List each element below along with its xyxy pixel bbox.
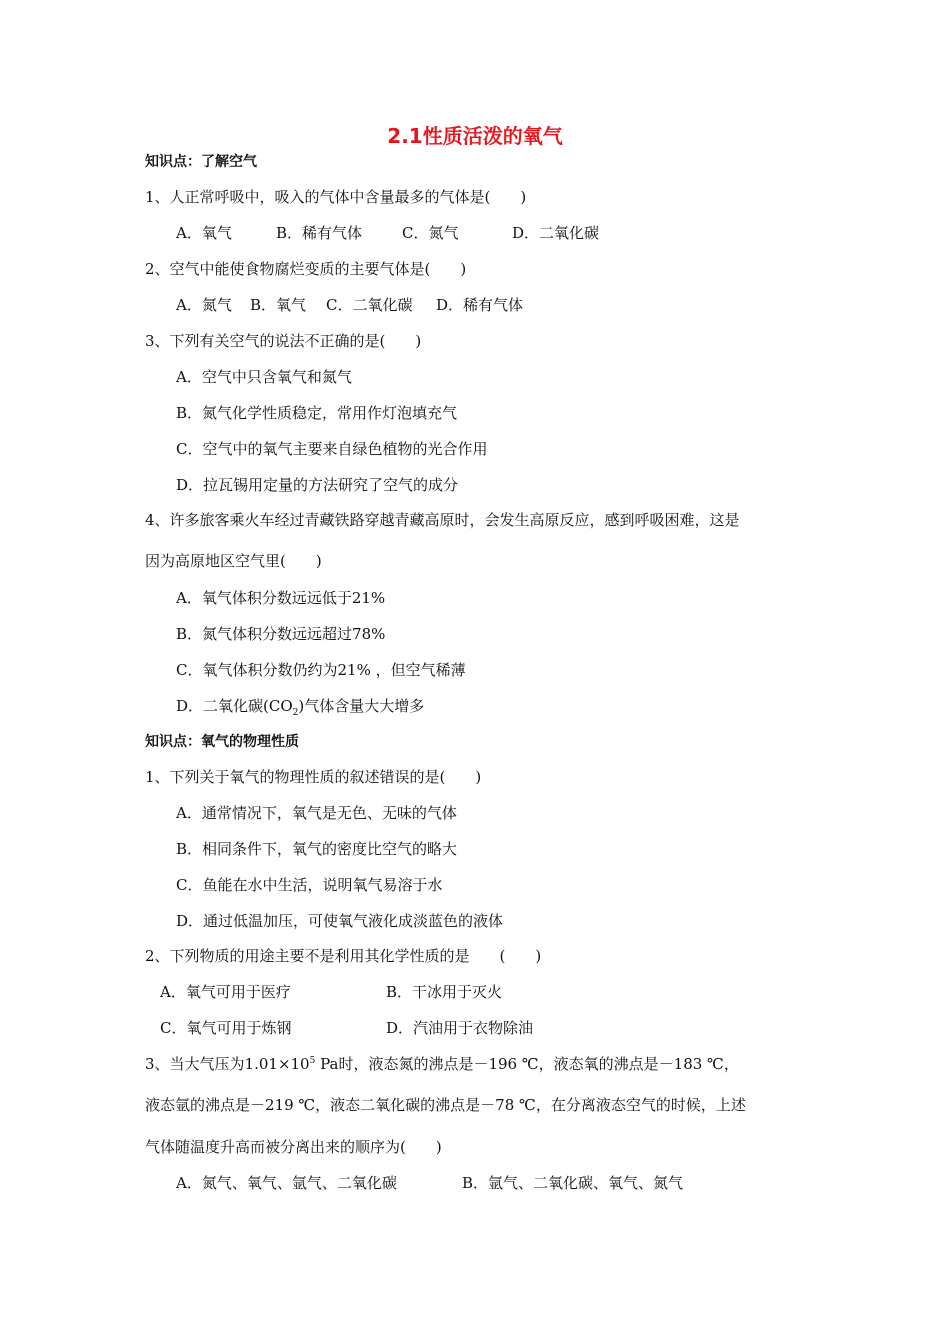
subscript: 2	[292, 708, 299, 718]
question-stem: 1、人正常呼吸中，吸入的气体中含量最多的气体是( )	[145, 188, 527, 206]
option-b: B．氧气	[250, 296, 307, 314]
question-options	[176, 1172, 683, 1194]
option-a: A．通常情况下，氧气是无色、无味的气体	[176, 804, 457, 822]
question-options	[176, 222, 599, 244]
option-a: A．氮气	[176, 296, 232, 314]
question-stem: 2、下列物质的用途主要不是利用其化学性质的是 ( )	[145, 947, 542, 965]
option-c: C．氧气可用于炼钢	[160, 1019, 292, 1037]
question-stem: 1、下列关于氧气的物理性质的叙述错误的是( )	[145, 768, 482, 786]
option-d: D．拉瓦锡用定量的方法研究了空气的成分	[176, 476, 459, 494]
option-d	[176, 695, 424, 717]
section-heading-oxygen-physical-properties: 知识点：氧气的物理性质	[145, 734, 299, 750]
option-d: D．汽油用于衣物除油	[386, 1019, 534, 1037]
stem-text-end: Pa时，液态氮的沸点是－196 ℃，液态氧的沸点是－183 ℃，	[315, 1055, 739, 1073]
option-c: C．鱼能在水中生活，说明氧气易溶于水	[176, 876, 443, 894]
option-b: B．氩气、二氧化碳、氧气、氮气	[462, 1174, 684, 1192]
option-d-text: D．二氧化碳(CO	[176, 697, 293, 715]
stem-text: 3、当大气压为1.01×10	[145, 1055, 310, 1073]
option-c: C．氧气体积分数仍约为21% ，但空气稀薄	[176, 661, 466, 679]
option-b: B．氮气化学性质稳定，常用作灯泡填充气	[176, 404, 458, 422]
question-options-row1	[160, 981, 502, 1003]
option-a: A．空气中只含氧气和氮气	[176, 368, 352, 386]
option-a: A．氮气、氧气、氩气、二氧化碳	[176, 1174, 397, 1192]
question-stem: 4、许多旅客乘火车经过青藏铁路穿越青藏高原时，会发生高原反应，感到呼吸困难，这是	[145, 511, 740, 529]
question-stem: 2、空气中能使食物腐烂变质的主要气体是( )	[145, 260, 467, 278]
option-c: C．空气中的氧气主要来自绿色植物的光合作用	[176, 440, 488, 458]
question-options	[176, 294, 523, 316]
option-c: C．二氧化碳	[326, 296, 413, 314]
option-a: A．氧气体积分数远远低于21%	[176, 589, 386, 607]
question-stem-continued: 因为高原地区空气里( )	[145, 552, 322, 570]
option-d: D．二氧化碳	[512, 224, 600, 242]
option-d: D．稀有气体	[436, 296, 524, 314]
option-b: B．稀有气体	[276, 224, 363, 242]
document-title: 2.1性质活泼的氧气	[387, 124, 563, 148]
section-heading-understand-air: 知识点：了解空气	[145, 154, 257, 170]
superscript: 5	[309, 1056, 316, 1066]
question-stem: 3、下列有关空气的说法不正确的是( )	[145, 332, 422, 350]
option-c: C．氮气	[402, 224, 459, 242]
question-stem-continued: 液态氩的沸点是－219 ℃，液态二氧化碳的沸点是－78 ℃，在分离液态空气的时候，上述	[145, 1096, 746, 1114]
question-stem-continued: 气体随温度升高而被分离出来的顺序为( )	[145, 1138, 442, 1156]
option-d-text-end: )气体含量大大增多	[298, 697, 425, 715]
question-stem	[145, 1053, 739, 1075]
option-a: A．氧气	[176, 224, 232, 242]
option-b: B．相同条件下，氧气的密度比空气的略大	[176, 840, 458, 858]
option-b: B．干冰用于灭火	[386, 983, 503, 1001]
option-a: A．氧气可用于医疗	[160, 983, 291, 1001]
option-b: B．氮气体积分数远远超过78%	[176, 625, 386, 643]
question-options-row2	[160, 1017, 533, 1039]
option-d: D．通过低温加压，可使氧气液化成淡蓝色的液体	[176, 912, 504, 930]
